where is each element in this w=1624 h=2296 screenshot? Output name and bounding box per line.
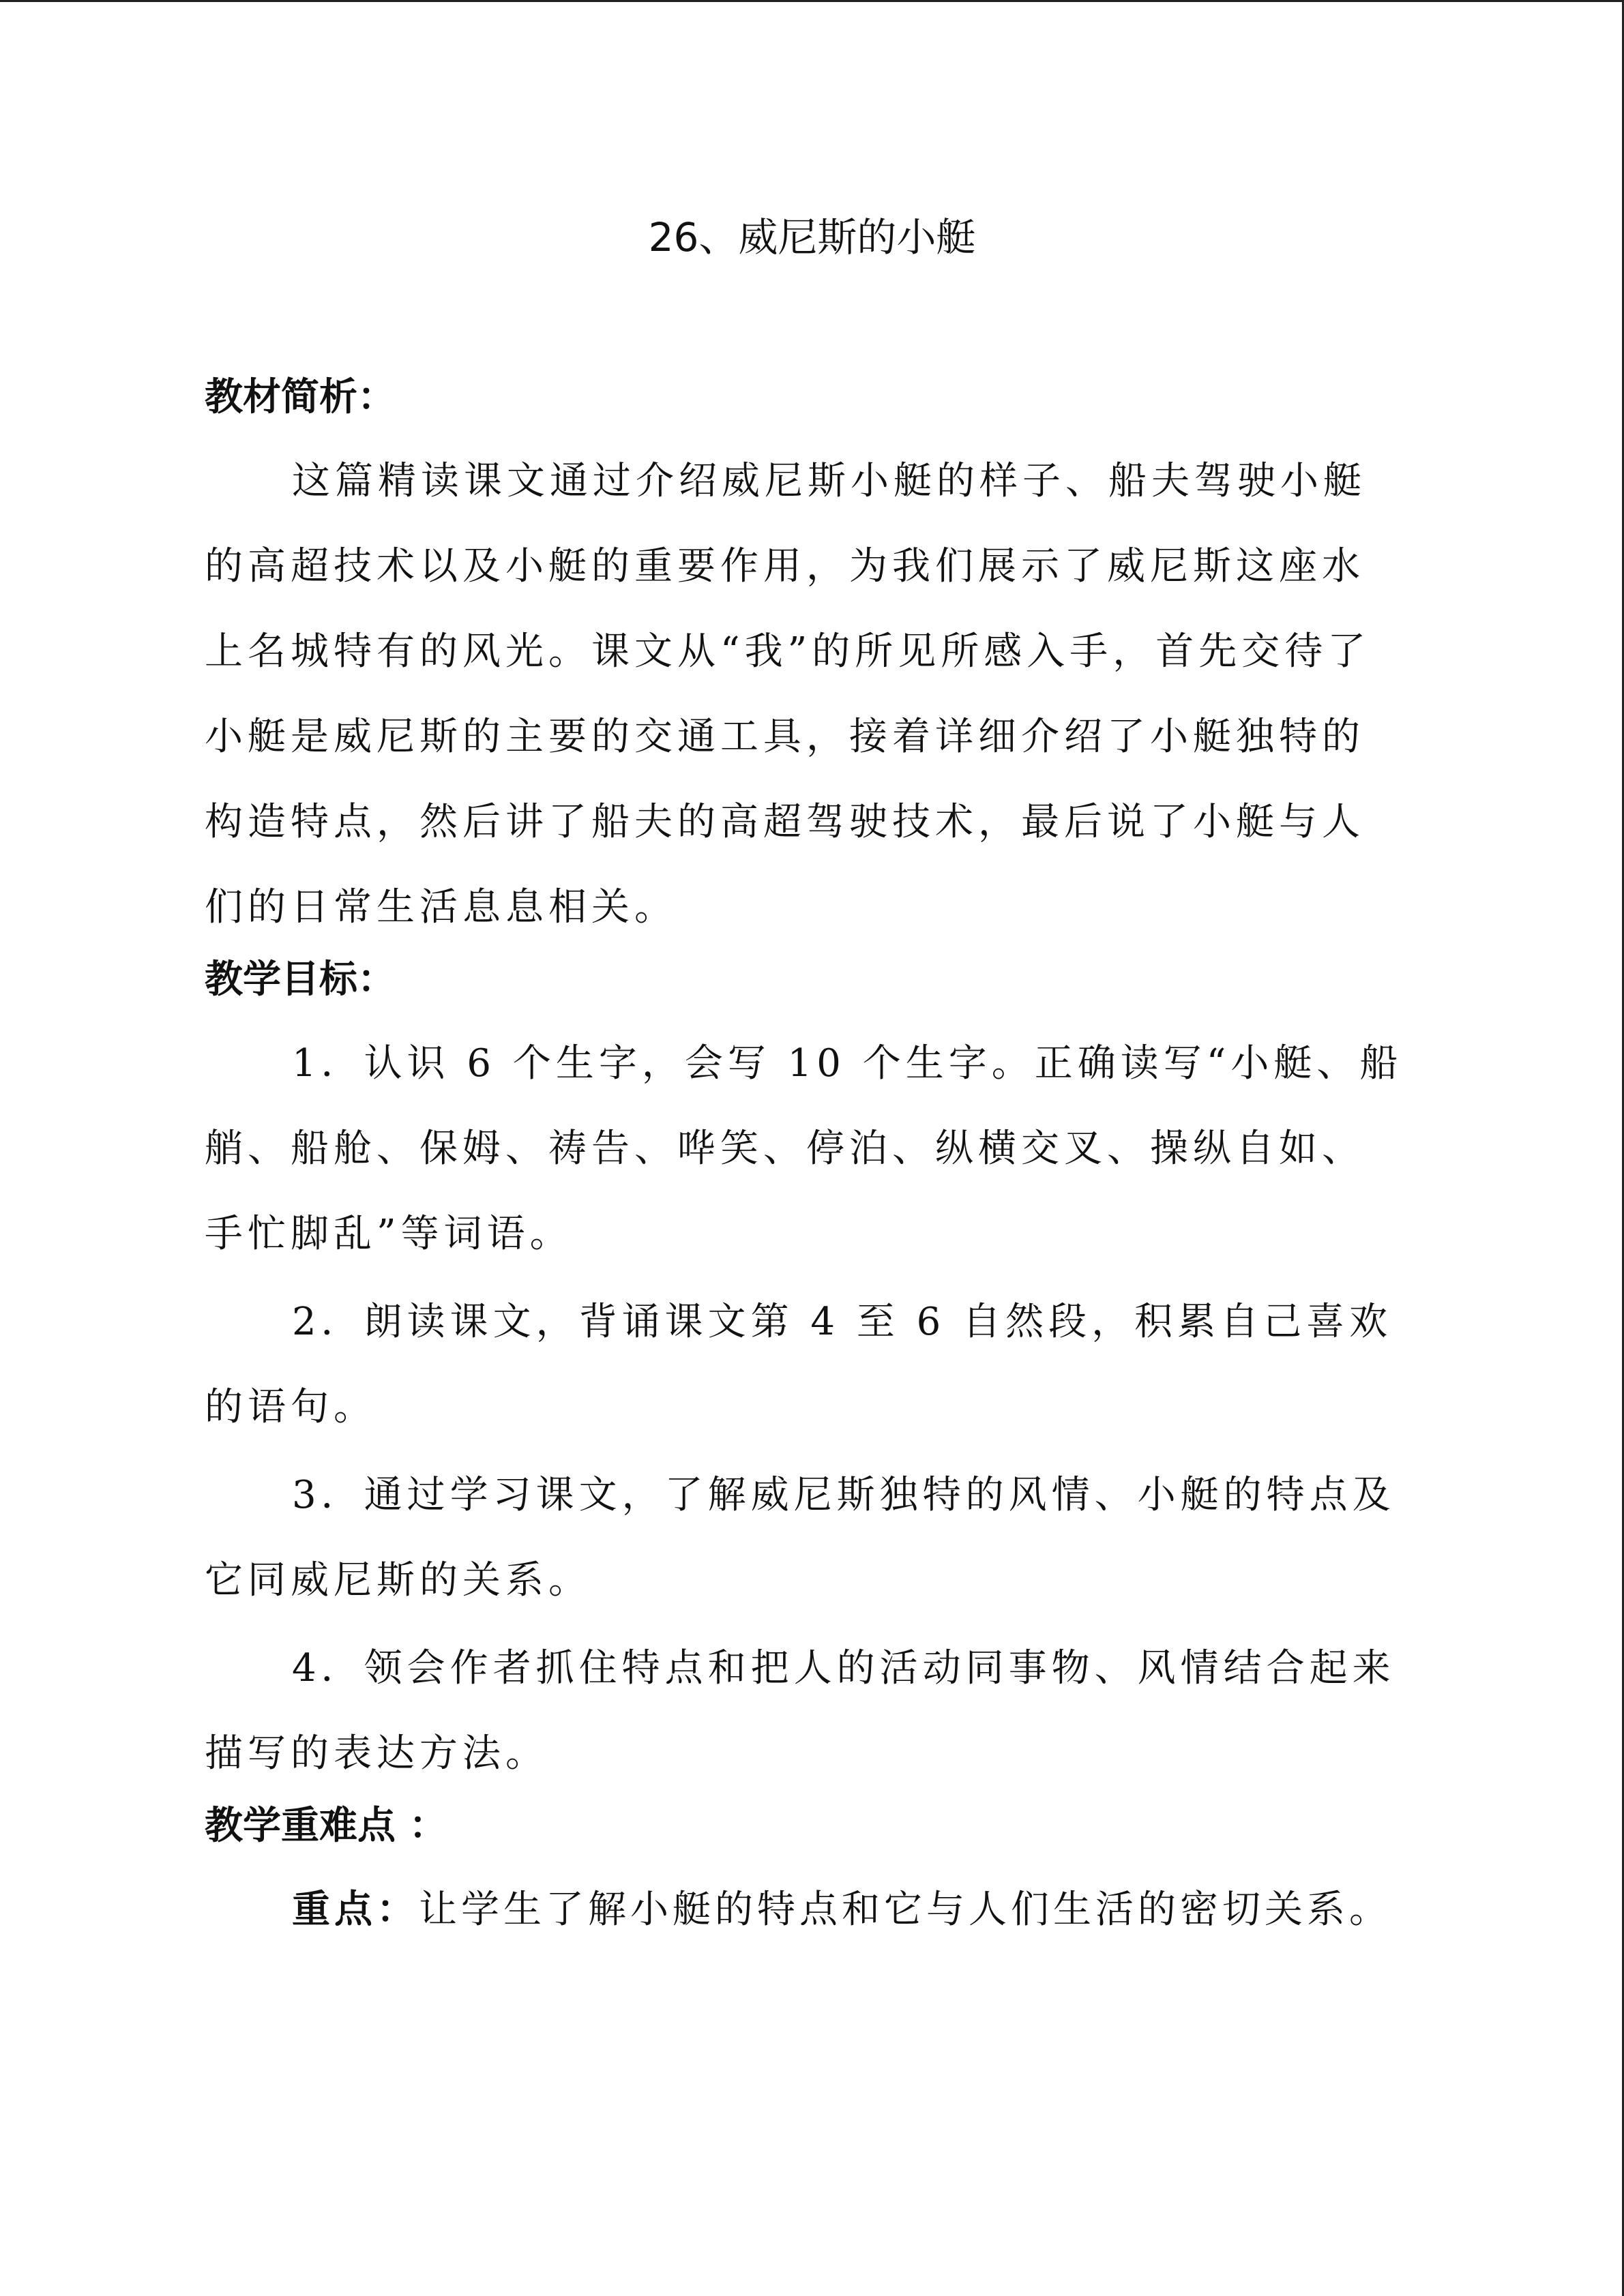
- goal-item-4: 4．领会作者抓住特点和把人的活动同事物、风情结合起来描写的表达方法。: [205, 1646, 1396, 1776]
- keypoint-label: 重点：: [292, 1888, 419, 1932]
- goal-item-2: 2．朗读课文，背诵课文第 4 至 6 自然段，积累自己喜欢的语句。: [205, 1300, 1393, 1429]
- keypoint-paragraph: [205, 1867, 1405, 1952]
- goal-item-1: 1．认识 6 个生字，会写 10 个生字。正确读写“小艇、船艄、船舱、保姆、祷告、哗笑、停泊、纵横交叉、操纵自如、手忙脚乱”等词语。: [205, 1041, 1403, 1256]
- document-body: [205, 370, 1405, 1955]
- analysis-heading: 教材简析：: [205, 375, 396, 419]
- goal-item-3: 3．通过学习课文，了解威尼斯独特的风情、小艇的特点及它同威尼斯的关系。: [205, 1473, 1396, 1602]
- analysis-paragraph: 这篇精读课文通过介绍威尼斯小艇的样子、船夫驾驶小艇的高超技术以及小艇的重要作用，为我们展示了威尼斯这座水上名城特有的风光。课文从“我”的所见所感入手，首先交待了小艇是威尼斯的主要的交通工具，接着详细介绍了小艇独特的构造特点，然后讲了船夫的高超驾驶技术，最后说了小艇与人们的日常生活息息相关。: [205, 459, 1371, 929]
- goals-heading: 教学目标：: [205, 957, 396, 1002]
- keypoints-heading: 教学重难点 ：: [205, 1804, 447, 1848]
- document-title: 26、威尼斯的小艇: [648, 214, 976, 260]
- keypoint-text: 让学生了解小艇的特点和它与人们生活的密切关系。: [419, 1888, 1391, 1932]
